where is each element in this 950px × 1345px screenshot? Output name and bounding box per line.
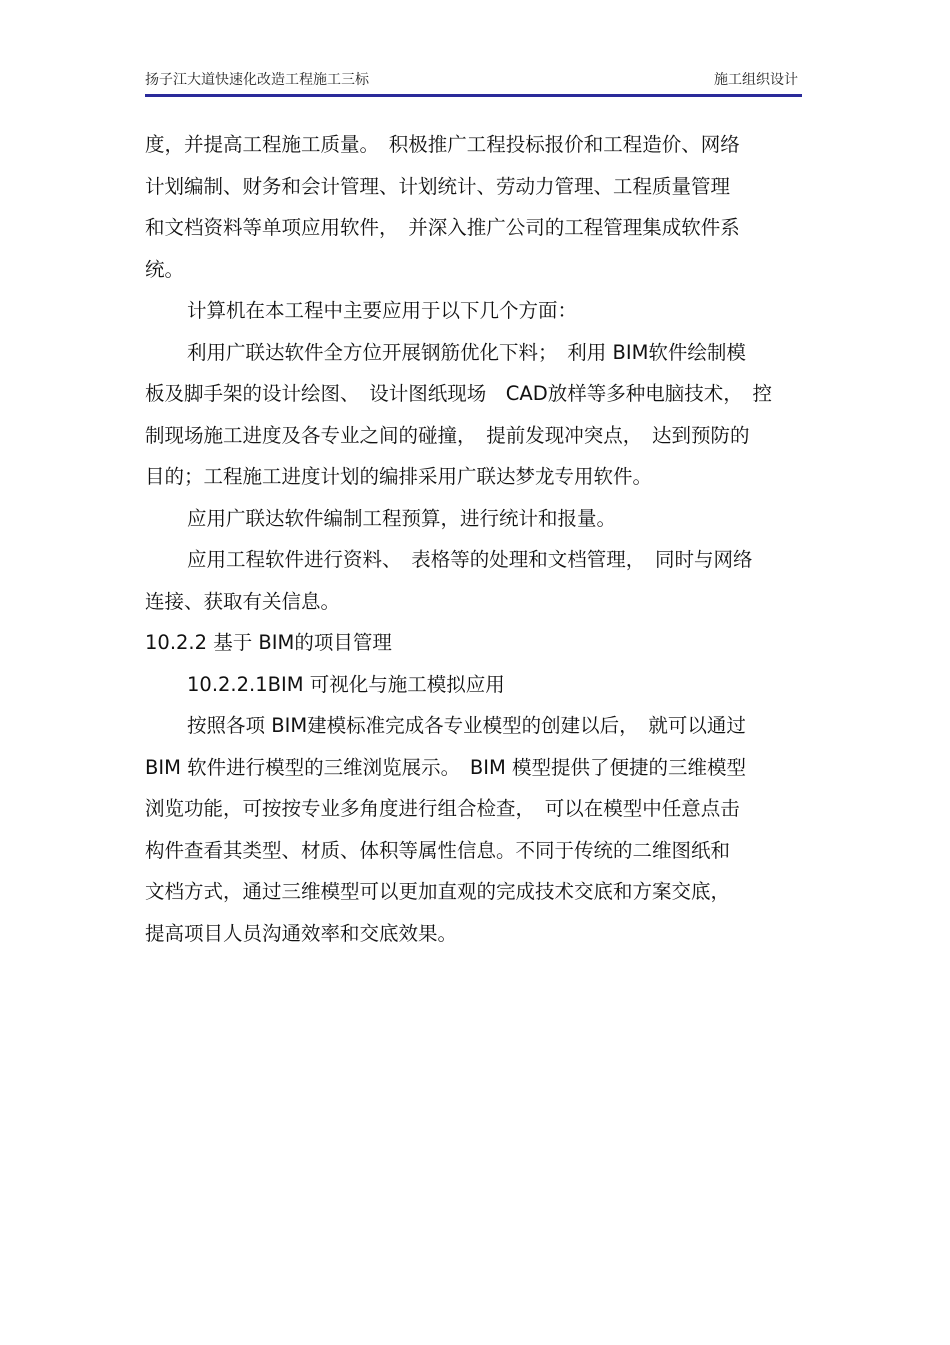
text-line: BIM 软件进行模型的三维浏览展示。 BIM 模型提供了便捷的三维模型 — [145, 755, 747, 779]
text-line: 目的；工程施工进度计划的编排采用广联达梦龙专用软件。 — [145, 465, 653, 488]
text-line: 应用工程软件进行资料、 表格等的处理和文档管理， 同时与网络 — [187, 548, 753, 571]
text-line: 制现场施工进度及各专业之间的碰撞， 提前发现冲突点， 达到预防的 — [145, 423, 750, 447]
text-line: 提高项目人员沟通效率和交底效果。 — [145, 921, 458, 945]
text-line: 板及脚手架的设计绘图、 设计图纸现场 CAD放样等多种电脑技术， 控 — [145, 382, 772, 405]
text-line: 计算机在本工程中主要应用于以下几个方面： — [187, 299, 578, 322]
page-header — [145, 68, 802, 92]
text-line: 和文档资料等单项应用软件， 并深入推广公司的工程管理集成软件系 — [145, 216, 740, 239]
body-text — [145, 124, 810, 954]
text-line: 连接、获取有关信息。 — [145, 589, 341, 613]
text-line: 计划编制、财务和会计管理、计划统计、劳动力管理、工程质量管理 — [145, 174, 731, 198]
header-document-type: 施工组织设计 — [714, 72, 798, 88]
text-line: 利用广联达软件全方位开展钢筋优化下料； 利用 BIM软件绘制模 — [187, 340, 746, 364]
text-line: 应用广联达软件编制工程预算，进行统计和报量。 — [187, 506, 617, 530]
text-line: 度，并提高工程施工质量。 积极推广工程投标报价和工程造价、网络 — [145, 133, 740, 156]
section-heading: 10.2.2 基于 BIM的项目管理 — [145, 631, 392, 654]
text-line: 统。 — [145, 257, 185, 281]
subsection-heading: 10.2.2.1BIM 可视化与施工模拟应用 — [187, 672, 505, 696]
text-line: 按照各项 BIM建模标准完成各专业模型的创建以后， 就可以通过 — [187, 714, 746, 737]
text-line: 浏览功能，可按按专业多角度进行组合检查， 可以在模型中任意点击 — [145, 797, 740, 820]
header-divider — [145, 94, 802, 97]
text-line: 构件查看其类型、材质、体积等属性信息。不同于传统的二维图纸和 — [145, 838, 731, 862]
header-project-title: 扬子江大道快速化改造工程施工三标 — [145, 72, 369, 88]
text-line: 文档方式，通过三维模型可以更加直观的完成技术交底和方案交底， — [145, 880, 731, 903]
